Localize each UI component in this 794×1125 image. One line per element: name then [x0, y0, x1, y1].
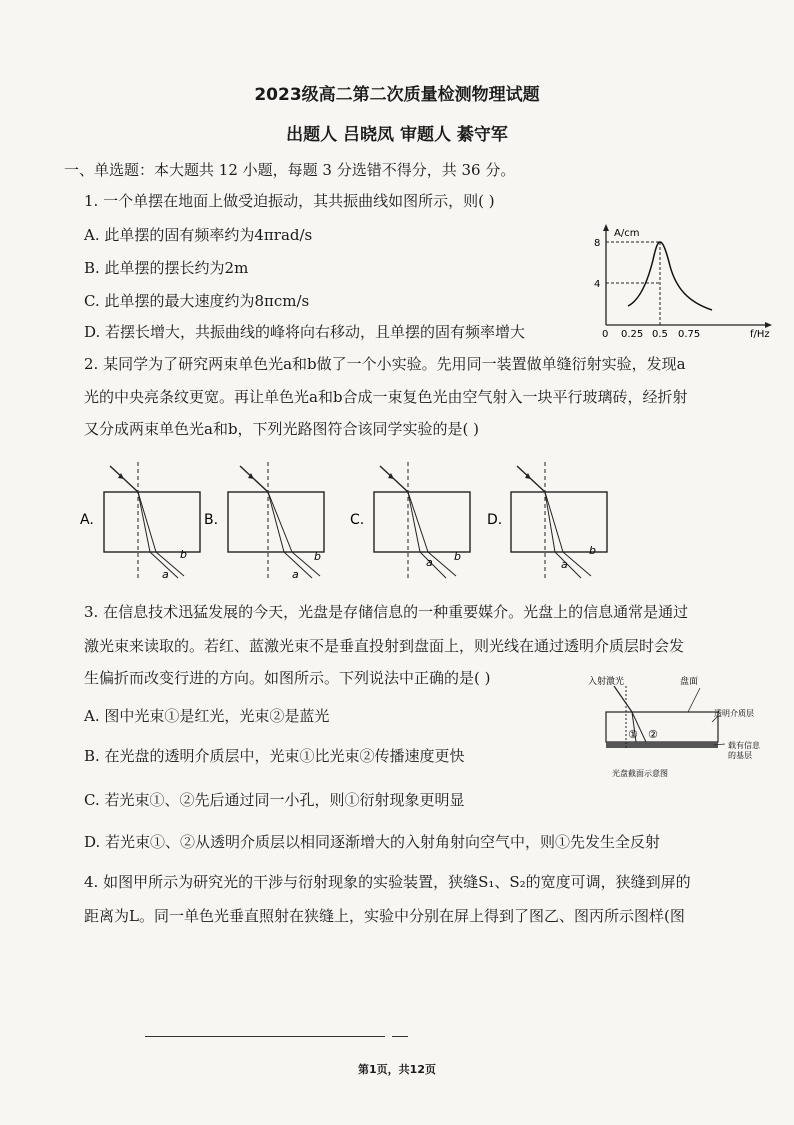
info-label-1: 载有信息 [728, 741, 760, 750]
q3-line3: 生偏折而改变行进的方向。如图所示。下列说法中正确的是( ) [84, 669, 491, 687]
q4-line2: 距离为L。同一单色光垂直照射在狭缝上，实验中分别在屏上得到了图乙、图丙所示图样(图 [84, 907, 685, 925]
ray-a-label: a [561, 558, 568, 571]
figure-caption: 光盘截面示意图 [612, 769, 668, 778]
q3-option-d: D. 若光束①、②从透明介质层以相同逐渐增大的入射角射向空气中，则①先发生全反射 [84, 833, 661, 851]
page-number: 第1页，共12页 [358, 1063, 436, 1076]
q3-option-c: C. 若光束①、②先后通过同一小孔，则①衍射现象更明显 [84, 791, 465, 809]
q2-label-c: C. [350, 512, 365, 528]
q2-label-a: A. [80, 512, 94, 528]
exam-title: 2023级高二第二次质量检测物理试题 [254, 85, 540, 105]
resonance-curve [628, 242, 712, 310]
q2-diagram-c [350, 460, 480, 582]
footer-rule-short [392, 1036, 408, 1037]
q1-stem: 1. 一个单摆在地面上做受迫振动，其共振曲线如图所示，则( ) [84, 192, 495, 210]
section-heading: 一、单选题：本大题共 12 小题，每题 3 分选错不得分，共 36 分。 [64, 161, 516, 179]
q2-diagram-b [204, 460, 334, 582]
q1-option-d: D. 若摆长增大，共振曲线的峰将向右移动，且单摆的固有频率增大 [84, 323, 526, 341]
q3-option-a: A. 图中光束①是红光，光束②是蓝光 [84, 707, 330, 725]
q3-line2: 激光束来读取的。若红、蓝激光束不是垂直投射到盘面上，则光线在通过透明介质层时会发 [84, 637, 685, 655]
surface-label: 盘面 [680, 677, 699, 687]
x-tick-05: 0.5 [652, 329, 668, 340]
ray-b-label: b [589, 544, 596, 557]
q3-line1: 3. 在信息技术迅猛发展的今天，光盘是存储信息的一种重要媒介。光盘上的信息通常是通过 [84, 603, 689, 621]
beam-2-label: ② [648, 728, 658, 741]
y-axis-label: A/cm [614, 228, 640, 239]
ray-a-label: a [162, 568, 169, 581]
q1-option-b: B. 此单摆的摆长约为2m [84, 259, 249, 277]
q4-line1: 4. 如图甲所示为研究光的干涉与衍射现象的实验装置，狭缝S₁、S₂的宽度可调，狭缝到屏的 [84, 873, 691, 891]
x-tick-0: 0 [602, 329, 609, 340]
ray-b-label: b [314, 550, 321, 563]
x-tick-075: 0.75 [678, 329, 701, 340]
optical-disc-diagram [588, 672, 768, 784]
incident-label: 入射激光 [588, 677, 625, 687]
info-label-2: 的基层 [728, 751, 752, 760]
q2-line2: 光的中央亮条纹更宽。再让单色光a和b合成一束复色光由空气射入一块平行玻璃砖，经折射 [84, 388, 688, 406]
q2-diagram-d [487, 460, 617, 582]
exam-authors: 出题人 吕晓凤 审题人 綦守军 [286, 125, 508, 145]
beam-1-label: ① [628, 728, 638, 741]
q1-option-c: C. 此单摆的最大速度约为8πcm/s [84, 292, 310, 310]
ray-b-label: b [454, 550, 461, 563]
resonance-curve-graph [590, 220, 780, 340]
medium-label: 透明介质层 [714, 709, 754, 718]
q2-line3: 又分成两束单色光a和b，下列光路图符合该同学实验的是( ) [84, 420, 480, 438]
q2-line1: 2. 某同学为了研究两束单色光a和b做了一个小实验。先用同一装置做单缝衍射实验，发现a [84, 355, 686, 373]
x-tick-025: 0.25 [621, 329, 644, 340]
y-tick-4: 4 [594, 279, 601, 290]
y-tick-8: 8 [594, 238, 601, 249]
q1-option-a: A. 此单摆的固有频率约为4πrad/s [84, 226, 313, 244]
ray-a-label: a [426, 556, 433, 569]
footer-rule [145, 1036, 385, 1037]
q2-label-d: D. [487, 512, 503, 528]
q2-diagram-a [80, 460, 210, 582]
ray-a-label: a [292, 568, 299, 581]
ray-b-label: b [180, 548, 187, 561]
q2-label-b: B. [204, 512, 219, 528]
x-axis-label: f/Hz [750, 329, 770, 340]
q3-option-b: B. 在光盘的透明介质层中，光束①比光束②传播速度更快 [84, 747, 465, 765]
